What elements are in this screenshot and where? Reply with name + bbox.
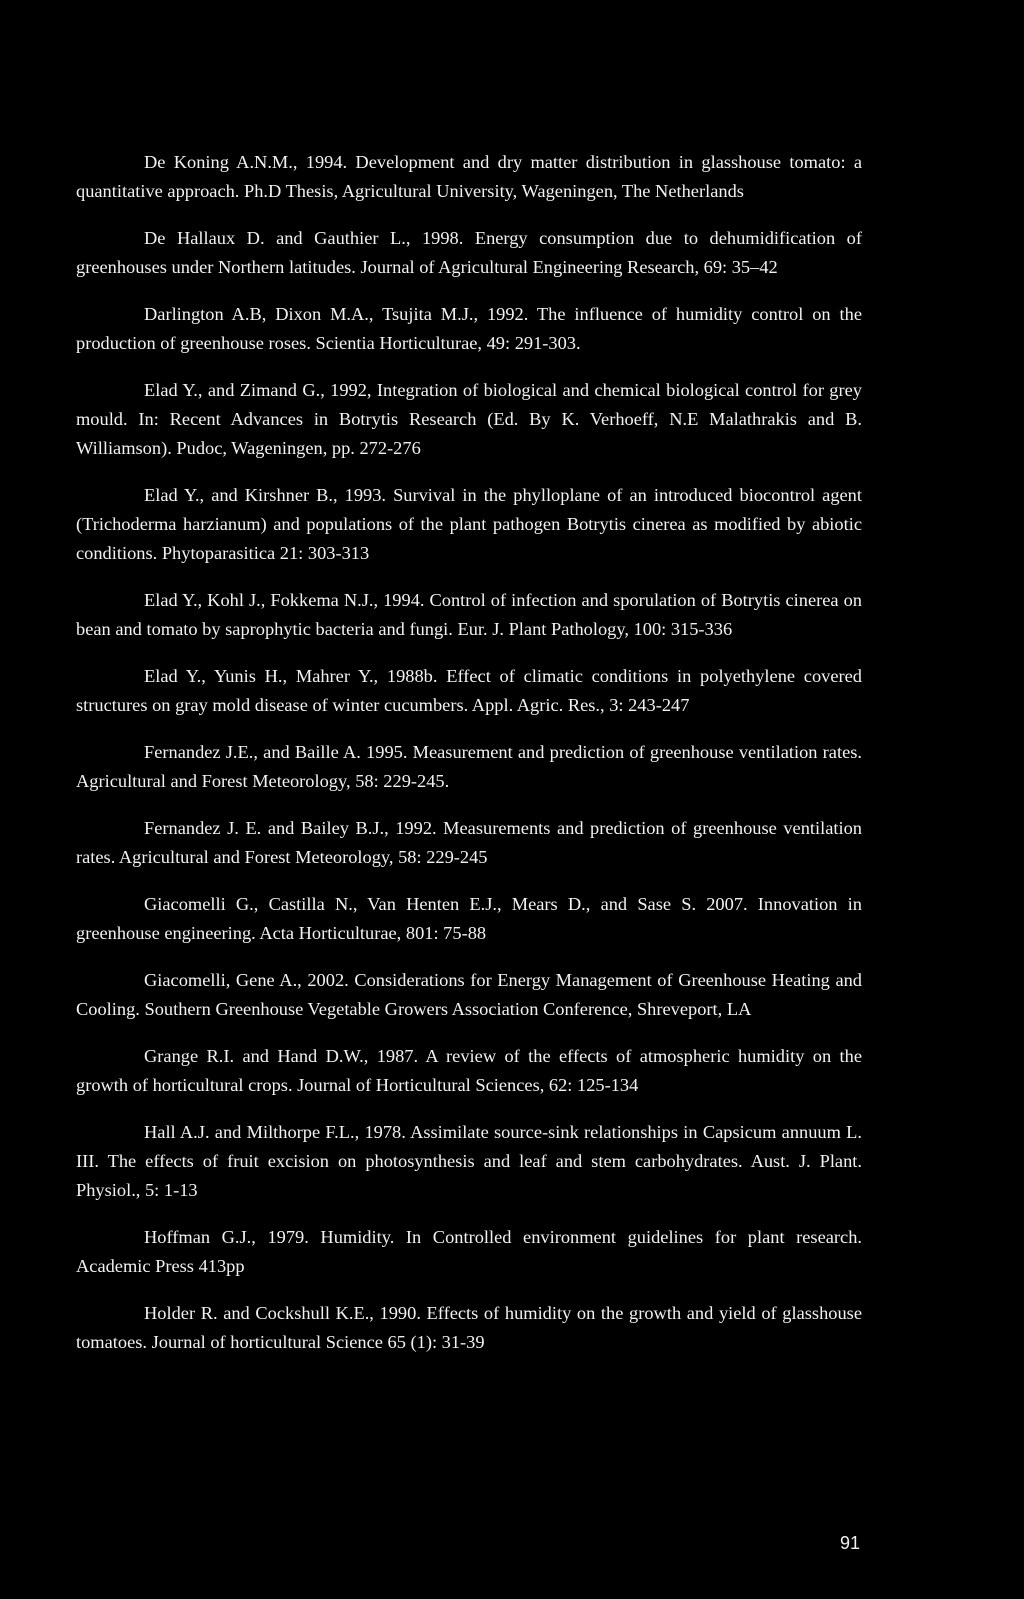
reference-item: De Hallaux D. and Gauthier L., 1998. Energy consumption due to dehumidification of greenhouses under Northern latitudes. Journal of Agricultural Engineering Research, 69: 35–42: [76, 228, 862, 277]
reference-item: Grange R.I. and Hand D.W., 1987. A review of the effects of atmospheric humidity on the growth of horticultural crops. Journal of Horticultural Sciences, 62: 125-134: [76, 1046, 862, 1095]
reference-item: Giacomelli G., Castilla N., Van Henten E.J., Mears D., and Sase S. 2007. Innovation in greenhouse engineering. Acta Horticulturae, 801: 75-88: [76, 894, 862, 943]
reference-item: Hall A.J. and Milthorpe F.L., 1978. Assimilate source-sink relationships in Capsicum annuum L. III. The effects of fruit excision on photosynthesis and leaf and stem carbohydrates. Aust. J. Plant. Physiol., 5: 1-13: [76, 1122, 862, 1200]
reference-item: Fernandez J.E., and Baille A. 1995. Measurement and prediction of greenhouse ventilation rates. Agricultural and Forest Meteorology, 58: 229-245.: [76, 742, 862, 791]
reference-list: [76, 148, 862, 1375]
reference-item: Elad Y., Yunis H., Mahrer Y., 1988b. Effect of climatic conditions in polyethylene covered structures on gray mold disease of winter cucumbers. Appl. Agric. Res., 3: 243-247: [76, 666, 862, 715]
reference-item: Hoffman G.J., 1979. Humidity. In Controlled environment guidelines for plant research. Academic Press 413pp: [76, 1227, 862, 1276]
reference-item: Elad Y., and Zimand G., 1992, Integration of biological and chemical biological control for grey mould. In: Recent Advances in Botrytis Research (Ed. By K. Verhoeff, N.E Malathrakis and B. Williamson). Pudoc, Wageningen, pp. 272-276: [76, 380, 862, 458]
reference-item: Giacomelli, Gene A., 2002. Considerations for Energy Management of Greenhouse Heating and Cooling. Southern Greenhouse Vegetable Growers Association Conference, Shreveport, LA: [76, 970, 862, 1019]
reference-item: Elad Y., and Kirshner B., 1993. Survival in the phylloplane of an introduced biocontrol agent (Trichoderma harzianum) and populations of the plant pathogen Botrytis cinerea as modified by abiotic conditions. Phytoparasitica 21: 303-313: [76, 485, 862, 563]
reference-item: Darlington A.B, Dixon M.A., Tsujita M.J., 1992. The influence of humidity control on the production of greenhouse roses. Scientia Horticulturae, 49: 291-303.: [76, 304, 862, 353]
reference-item: De Koning A.N.M., 1994. Development and dry matter distribution in glasshouse tomato: a quantitative approach. Ph.D Thesis, Agricultural University, Wageningen, The Netherlands: [76, 152, 862, 201]
reference-item: Holder R. and Cockshull K.E., 1990. Effects of humidity on the growth and yield of glasshouse tomatoes. Journal of horticultural Science 65 (1): 31-39: [76, 1303, 862, 1352]
reference-item: Elad Y., Kohl J., Fokkema N.J., 1994. Control of infection and sporulation of Botrytis cinerea on bean and tomato by saprophytic bacteria and fungi. Eur. J. Plant Pathology, 100: 315-336: [76, 590, 862, 639]
reference-item: Fernandez J. E. and Bailey B.J., 1992. Measurements and prediction of greenhouse ventilation rates. Agricultural and Forest Meteorology, 58: 229-245: [76, 818, 862, 867]
page-number: 91: [839, 1533, 860, 1553]
